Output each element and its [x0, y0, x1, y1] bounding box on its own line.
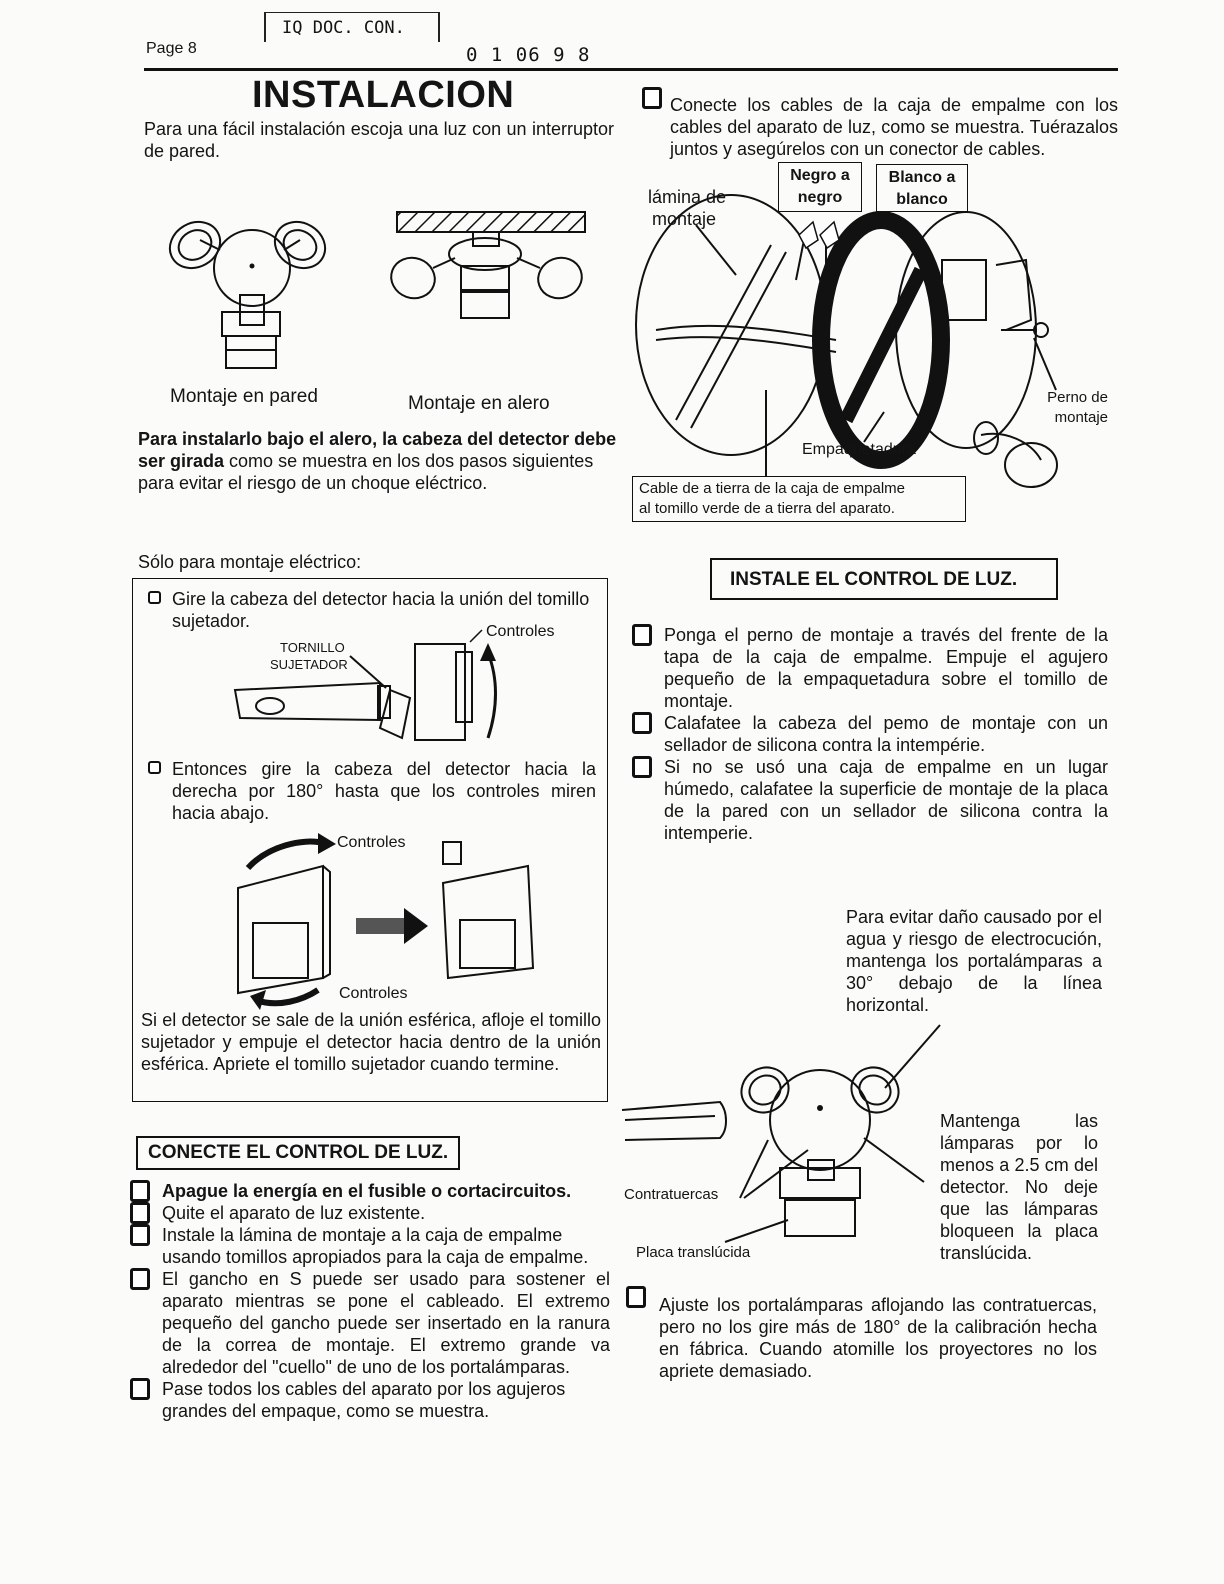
doc-stamp: [264, 12, 440, 42]
connect-heading: CONECTE EL CONTROL DE LUZ.: [136, 1136, 460, 1170]
connect-step-4: [130, 1268, 610, 1378]
rotate-step-1: Gire la cabeza del detector hacia la unión del tomillo sujetador.: [172, 589, 590, 631]
label-perno-line2: montaje: [1054, 409, 1108, 426]
step-checkbox[interactable]: [632, 712, 652, 734]
lamp-distance-note: Mantenga las lámparas por lo menos a 2.5 cm del detector. No deje que las lámparas bloqueen la placa translúcida.: [940, 1111, 1098, 1263]
connect-step-4-text: El gancho en S puede ser usado para sostener el aparato mientras se pone el cableado. El extremo pequeño del gancho puede ser insertado en la ranura de la correa de montaje. El extremo grande va alrededor del "cuello" de uno de los portalámparas.: [162, 1269, 610, 1377]
step-checkbox[interactable]: [130, 1202, 150, 1224]
label-blanco-line1: Blanco a: [888, 169, 956, 186]
ball-joint-note: Si el detector se sale de la unión esférica, afloje el tomillo sujetador y empuje el detector hacia dentro de la unión esférica. Apriete el tomillo sujetador cuando termine.: [141, 1010, 601, 1074]
detector-rotate-illustration-1: [230, 628, 530, 758]
step-checkbox[interactable]: [130, 1268, 150, 1290]
ground-note-line1: Cable de a tierra de la caja de empalme: [639, 480, 905, 497]
page-title: INSTALACION: [252, 74, 515, 116]
connect-step-2-text: Quite el aparato de luz existente.: [162, 1203, 426, 1223]
connect-step-1: [130, 1180, 610, 1202]
label-negro-a-negro: [778, 162, 862, 212]
connect-step-2: [130, 1202, 610, 1224]
step-checkbox[interactable]: [632, 624, 652, 646]
eave-mount-illustration: [385, 210, 590, 325]
step-checkbox[interactable]: [148, 591, 161, 604]
connect-step-3-text: Instale la lámina de montaje a la caja de empalme usando tomillos apropiados para la caja de empalme.: [162, 1225, 589, 1267]
label-perno-montaje: [1032, 388, 1108, 428]
step-checkbox[interactable]: [130, 1224, 150, 1246]
header-rule: [144, 68, 1118, 71]
label-lamina-line1: lámina de: [648, 187, 727, 207]
doc-stamp-text: IQ DOC. CON.: [282, 18, 405, 38]
install-step-1: [630, 624, 1108, 712]
label-lamina-line2: montaje: [652, 209, 717, 229]
doc-number: 0 1 06 9 8: [466, 44, 591, 66]
eave-note-rest: como se muestra en los dos pasos siguientes para evitar el riesgo de un choque eléctrico.: [138, 451, 594, 493]
step-checkbox[interactable]: [130, 1378, 150, 1400]
label-blanco-line2: blanco: [896, 191, 948, 208]
adjust-step: Ajuste los portalámparas aflojando las contratuercas, pero no los gire más de 180° de la calibración hecha en fábrica. Cuando atomille los proyectores no los apriete demasiado.: [659, 1295, 1097, 1381]
wall-mount-illustration: [160, 200, 330, 375]
lamp-spacing-illustration: [620, 1020, 940, 1250]
rotate-step-2: Entonces gire la cabeza del detector hacia la derecha por 180° hasta que los controles miren hacia abajo.: [172, 759, 596, 823]
label-controles-2: Controles: [337, 834, 406, 851]
page-number: Page 8: [146, 40, 197, 57]
electric-only-label: Sólo para montaje eléctrico:: [138, 552, 362, 572]
label-perno-line1: Perno de: [1047, 389, 1108, 406]
step-checkbox[interactable]: [130, 1180, 150, 1202]
connect-steps: [130, 1180, 610, 1422]
caption-eave-mount: Montaje en alero: [408, 393, 550, 414]
connect-step-3: [130, 1224, 610, 1268]
wire-step: Conecte los cables de la caja de empalme con los cables del aparato de luz, como se muestra. Tuérazalos juntos y asegúrelos con un conector de cables.: [670, 95, 1118, 159]
label-placa-translucida: Placa translúcida: [636, 1244, 751, 1261]
label-tornillo: TORNILLO: [280, 640, 345, 655]
step-checkbox[interactable]: [626, 1286, 646, 1308]
install-step-1-text: Ponga el perno de montaje a través del frente de la tapa de la caja de empalme. Empuje el agujero pequeño de la empaquetadura sobre el tomillo de montaje.: [664, 625, 1108, 711]
label-lamina-montaje: [648, 186, 726, 230]
label-negro-line1: Negro a: [790, 167, 850, 184]
connect-step-5: [130, 1378, 610, 1422]
install-step-3-text: Si no se usó una caja de empalme en un lugar húmedo, calafatee la superficie de montaje de la placa de la pared con un sellador de silicona contra la intemperie.: [664, 757, 1108, 843]
ground-wire-note: [632, 476, 966, 522]
label-contratuercas: Contratuercas: [624, 1186, 719, 1203]
label-controles-3: Controles: [339, 985, 408, 1002]
eave-note: [138, 428, 618, 494]
step-checkbox[interactable]: [642, 87, 662, 109]
water-warning-note: Para evitar daño causado por el agua y riesgo de electrocución, mantenga los portalámparas a 30° debajo de la línea horizontal.: [846, 907, 1102, 1015]
ground-note-line2: al tomillo verde de a tierra del aparato.: [639, 500, 895, 517]
label-negro-line2: negro: [797, 189, 843, 206]
install-steps: [630, 624, 1108, 844]
label-controles-1: Controles: [486, 623, 555, 640]
label-blanco-a-blanco: [876, 164, 968, 212]
label-sujetador: SUJETADOR: [270, 657, 348, 672]
connect-step-5-text: Pase todos los cables del aparato por los agujeros grandes del empaque, como se muestra.: [162, 1379, 566, 1421]
install-step-2-text: Calafatee la cabeza del pemo de montaje con un sellador de silicona contra la intempérie.: [664, 713, 1108, 755]
install-heading: INSTALE EL CONTROL DE LUZ.: [710, 558, 1058, 600]
intro-text: Para una fácil instalación escoja una luz con un interruptor de pared.: [144, 119, 614, 161]
caption-wall-mount: Montaje en pared: [170, 386, 318, 407]
step-checkbox[interactable]: [632, 756, 652, 778]
step-checkbox[interactable]: [148, 761, 161, 774]
connect-step-1-bold: Apague la energía en el fusible o cortacircuitos.: [162, 1181, 572, 1201]
install-step-2: [630, 712, 1108, 756]
eave-note-bold: Para instalarlo bajo el alero, la cabeza del detector debe ser girada: [138, 429, 617, 471]
label-empaquetadura: Empaquetadura: [802, 441, 916, 458]
detector-rotate-illustration-2: [228, 828, 558, 1008]
install-step-3: [630, 756, 1108, 844]
